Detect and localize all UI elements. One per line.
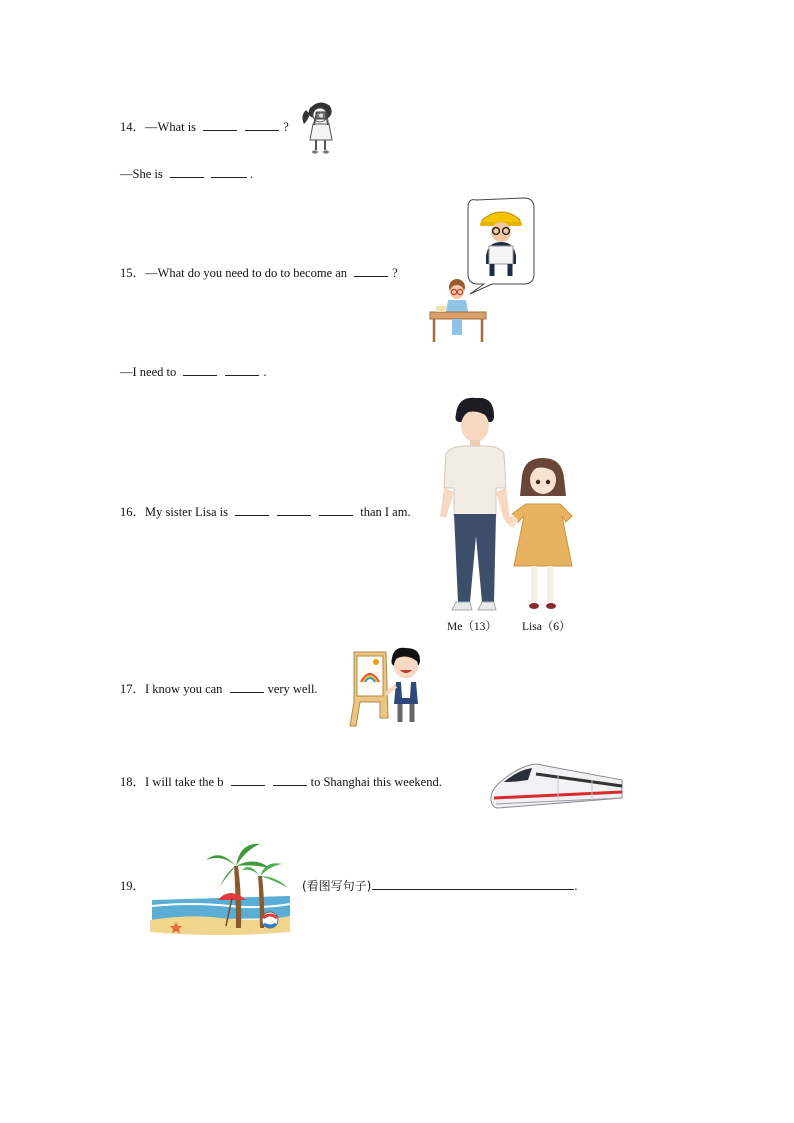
- question-14: 14．—What is ?: [120, 120, 289, 134]
- question-19: (看图写句子) .: [302, 879, 578, 893]
- boy-painting-icon: [346, 648, 428, 730]
- girl-taking-photo-icon: [300, 100, 342, 156]
- question-number: 15．: [120, 266, 146, 280]
- answer-14: —She is .: [120, 167, 253, 181]
- answer-blank[interactable]: [354, 265, 388, 277]
- question-number: 17．: [120, 682, 146, 696]
- engineer-dream-icon: [426, 196, 536, 346]
- beach-palm-trees-icon: [150, 836, 292, 936]
- answer-15: —I need to .: [120, 365, 267, 379]
- question-19-number: 19．: [120, 879, 146, 893]
- question-17: 17．I know you can very well.: [120, 682, 318, 696]
- caption-lisa: Lisa（6）: [522, 621, 571, 633]
- question-18: 18．I will take the b to Shanghai this weekend.: [120, 775, 442, 789]
- answer-blank[interactable]: [245, 119, 279, 131]
- answer-blank[interactable]: [319, 504, 353, 516]
- instruction-text: (看图写句子): [302, 879, 372, 893]
- answer-blank[interactable]: [203, 119, 237, 131]
- answer-blank[interactable]: [277, 504, 311, 516]
- answer-blank[interactable]: [211, 166, 247, 178]
- answer-blank[interactable]: [273, 774, 307, 786]
- question-15: 15．—What do you need to do to become an ?: [120, 266, 398, 280]
- answer-blank[interactable]: [225, 364, 259, 376]
- brother-and-sister-icon: [436, 396, 581, 618]
- question-number: 16．: [120, 505, 146, 519]
- answer-line[interactable]: [372, 878, 574, 890]
- question-number: 14．: [120, 120, 146, 134]
- answer-blank[interactable]: [235, 504, 269, 516]
- answer-blank[interactable]: [183, 364, 217, 376]
- question-number: 18．: [120, 775, 146, 789]
- answer-blank[interactable]: [170, 166, 204, 178]
- answer-blank[interactable]: [231, 774, 265, 786]
- bullet-train-icon: [488, 758, 626, 810]
- caption-me: Me（13）: [447, 621, 497, 633]
- question-16: 16．My sister Lisa is than I am.: [120, 505, 411, 519]
- answer-blank[interactable]: [230, 681, 264, 693]
